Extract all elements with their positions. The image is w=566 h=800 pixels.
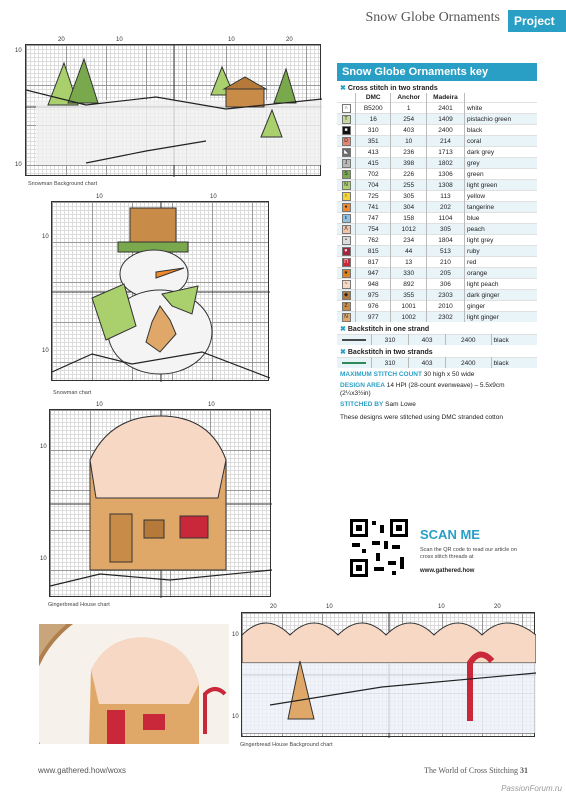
dmc-cell: 741 (356, 202, 391, 213)
madeira-cell: 1804 (426, 235, 464, 246)
name-cell: coral (465, 136, 537, 147)
design-area (340, 382, 537, 398)
name-cell: light green (465, 180, 537, 191)
table-row (337, 136, 537, 147)
symbol-cell (337, 202, 356, 213)
col-number: 20 (58, 37, 65, 43)
chart-caption: Snowman chart (53, 390, 92, 396)
anchor-cell: 13 (391, 257, 426, 268)
anchor-cell: 10 (391, 136, 426, 147)
color-swatch: S (342, 170, 351, 179)
info-label: MAXIMUM STITCH COUNT (340, 371, 422, 378)
dmc-cell: 351 (356, 136, 391, 147)
color-swatch: ◆ (342, 291, 351, 300)
col-number: 10 (228, 37, 235, 43)
dmc-cell: 310 (372, 358, 409, 369)
madeira-header: Madeira (426, 93, 464, 103)
anchor-cell: 398 (391, 158, 426, 169)
name-cell: light grey (465, 235, 537, 246)
madeira-cell: 2400 (446, 358, 491, 369)
name-cell: white (465, 103, 537, 114)
dmc-cell: 754 (356, 224, 391, 235)
dmc-cell: B5200 (356, 103, 391, 114)
name-cell: dark grey (465, 147, 537, 158)
madeira-cell: 1713 (426, 147, 464, 158)
dmc-cell: 977 (356, 312, 391, 323)
color-swatch: ε (342, 214, 351, 223)
line-swatch (337, 335, 372, 346)
section-label: Cross stitch in two strands (347, 85, 438, 92)
symbol-cell (337, 246, 356, 257)
dmc-cell: 413 (356, 147, 391, 158)
symbol-cell (337, 290, 356, 301)
table-row (337, 213, 537, 224)
info-value: 30 high x 50 wide (423, 371, 475, 378)
footer-url[interactable]: www.gathered.how/woxs (38, 766, 127, 775)
col-number: 10 (96, 194, 103, 200)
anchor-cell: 305 (391, 191, 426, 202)
gingerbread-house-chart (49, 409, 271, 597)
line-swatch (337, 358, 372, 369)
symbol-cell (337, 257, 356, 268)
anchor-cell: 403 (409, 335, 446, 346)
info-label: STITCHED BY (340, 401, 384, 408)
stitched-ornament-photo (39, 624, 229, 744)
color-swatch: ~ (342, 280, 351, 289)
madeira-cell: 1104 (426, 213, 464, 224)
anchor-cell: 403 (409, 358, 446, 369)
info-label: DESIGN AREA (340, 382, 385, 389)
qr-code[interactable] (348, 517, 410, 579)
key-title: Snow Globe Ornaments key (337, 63, 537, 81)
table-row (337, 335, 537, 346)
snowman-background-chart (25, 44, 321, 176)
line-sample (342, 361, 366, 365)
col-number: 20 (286, 37, 293, 43)
table-row (337, 103, 537, 114)
madeira-cell: 214 (426, 136, 464, 147)
name-cell: light ginger (465, 312, 537, 323)
watermark: PassionForum.ru (501, 784, 562, 793)
x-marker-icon: ✖ (340, 326, 346, 333)
backstitch-one-table (337, 334, 537, 345)
max-stitch-count (340, 371, 537, 379)
dmc-cell: 975 (356, 290, 391, 301)
col-number: 10 (96, 402, 103, 408)
page-number: 31 (520, 766, 528, 775)
dmc-cell: 947 (356, 268, 391, 279)
table-row (337, 257, 537, 268)
col-number: 10 (438, 604, 445, 610)
col-number: 20 (270, 604, 277, 610)
backstitch-two-table (337, 357, 537, 368)
madeira-cell: 2302 (426, 312, 464, 323)
name-cell: green (465, 169, 537, 180)
table-row (337, 358, 537, 369)
dmc-cell: 948 (356, 279, 391, 290)
color-swatch: ◣ (342, 148, 351, 157)
table-row (337, 268, 537, 279)
dmc-cell: 16 (356, 114, 391, 125)
dmc-note: These designs were stitched using DMC stranded cotton (340, 414, 503, 421)
name-cell: blue (465, 213, 537, 224)
photo-image (39, 624, 229, 744)
color-swatch: N (342, 181, 351, 190)
color-swatch: ● (342, 203, 351, 212)
symbol-cell (337, 136, 356, 147)
snowman-art (52, 202, 270, 382)
scan-me-title: SCAN ME (420, 527, 480, 542)
dmc-cell: 815 (356, 246, 391, 257)
madeira-cell: 306 (426, 279, 464, 290)
anchor-cell: 1 (391, 103, 426, 114)
color-swatch: ♥ (342, 247, 351, 256)
name-cell: red (465, 257, 537, 268)
symbol-cell (337, 169, 356, 180)
anchor-cell: 255 (391, 180, 426, 191)
gingerbread-background-chart (241, 612, 535, 737)
dmc-cell: 762 (356, 235, 391, 246)
name-cell: tangerine (465, 202, 537, 213)
symbol-cell (337, 312, 356, 323)
qr-code-image (348, 517, 410, 579)
anchor-header: Anchor (391, 93, 426, 103)
dmc-cell: 702 (356, 169, 391, 180)
color-swatch: ★ (342, 269, 351, 278)
stitched-by (340, 401, 537, 409)
info-value: 14 HPI (28-count evenweave) – 5.5x9cm (2¼x3½in) (340, 382, 505, 397)
table-row (337, 301, 537, 312)
table-row (337, 202, 537, 213)
name-cell: black (491, 335, 537, 346)
symbol-cell (337, 279, 356, 290)
section-label: Backstitch in two strands (347, 349, 433, 356)
dmc-cell: 725 (356, 191, 391, 202)
magazine-name: The World of Cross Stitching (424, 766, 518, 775)
madeira-cell: 202 (426, 202, 464, 213)
thread-table (337, 93, 537, 322)
madeira-cell: 205 (426, 268, 464, 279)
anchor-cell: 44 (391, 246, 426, 257)
info-value: Sam Lowe (385, 401, 416, 408)
color-swatch: T (342, 115, 351, 124)
madeira-cell: 2010 (426, 301, 464, 312)
row-number: 10 (232, 632, 239, 638)
symbol-cell (337, 301, 356, 312)
madeira-cell: 2401 (426, 103, 464, 114)
color-swatch: ♀ (342, 192, 351, 201)
key-section-back2 (340, 348, 537, 356)
thread-key (337, 63, 537, 422)
scan-description: Scan the QR code to read our article on cross stitch threads at (420, 547, 517, 560)
symbol-cell (337, 224, 356, 235)
x-marker-icon: ✖ (340, 349, 346, 356)
table-row (337, 180, 537, 191)
symbol-cell (337, 147, 356, 158)
dmc-cell: 817 (356, 257, 391, 268)
symbol-cell (337, 268, 356, 279)
symbol-cell (337, 103, 356, 114)
symbol-cell (337, 180, 356, 191)
anchor-cell: 330 (391, 268, 426, 279)
madeira-cell: 2400 (426, 125, 464, 136)
table-row (337, 312, 537, 323)
name-cell: black (465, 125, 537, 136)
row-number: 10 (40, 556, 47, 562)
madeira-cell: 1802 (426, 158, 464, 169)
symbol-cell (337, 158, 356, 169)
madeira-cell: 1306 (426, 169, 464, 180)
snowman-background-art (26, 45, 322, 177)
chart-caption: Gingerbread House Background chart (240, 742, 333, 748)
row-number: 10 (232, 714, 239, 720)
name-cell: ginger (465, 301, 537, 312)
anchor-cell: 234 (391, 235, 426, 246)
madeira-cell: 513 (426, 246, 464, 257)
col-number: 10 (210, 194, 217, 200)
table-row (337, 235, 537, 246)
table-row (337, 169, 537, 180)
row-number: 10 (42, 234, 49, 240)
col-number: 20 (494, 604, 501, 610)
dmc-cell: 976 (356, 301, 391, 312)
section-tag: Project (508, 10, 566, 32)
color-swatch: N (342, 313, 351, 322)
name-cell: pistachio green (465, 114, 537, 125)
table-row (337, 224, 537, 235)
anchor-cell: 304 (391, 202, 426, 213)
anchor-cell: 1001 (391, 301, 426, 312)
name-cell: black (491, 358, 537, 369)
symbol-cell (337, 235, 356, 246)
key-section-back1 (340, 325, 537, 333)
line-sample (342, 338, 366, 342)
madeira-cell: 210 (426, 257, 464, 268)
chart-caption: Gingerbread House chart (48, 602, 110, 608)
anchor-cell: 1012 (391, 224, 426, 235)
color-swatch: Z (342, 302, 351, 311)
dmc-cell: 310 (372, 335, 409, 346)
chart-caption: Snowman Background chart (28, 181, 98, 187)
color-swatch: J (342, 159, 351, 168)
row-number: 10 (40, 444, 47, 450)
snowman-chart (51, 201, 269, 381)
symbol-cell (337, 125, 356, 136)
color-swatch: Λ (342, 225, 351, 234)
footer-magazine (424, 766, 528, 775)
col-number: 10 (116, 37, 123, 43)
color-swatch: Ω (342, 137, 351, 146)
table-row (337, 158, 537, 169)
anchor-cell: 355 (391, 290, 426, 301)
col-number: 10 (208, 402, 215, 408)
table-row (337, 246, 537, 257)
table-header-row (337, 93, 537, 103)
name-header (465, 93, 537, 103)
symbol-header (337, 93, 356, 103)
madeira-cell: 1308 (426, 180, 464, 191)
symbol-cell (337, 213, 356, 224)
madeira-cell: 2303 (426, 290, 464, 301)
symbol-cell (337, 114, 356, 125)
table-row (337, 191, 537, 202)
name-cell: orange (465, 268, 537, 279)
name-cell: dark ginger (465, 290, 537, 301)
color-swatch: ∩ (342, 104, 351, 113)
anchor-cell: 158 (391, 213, 426, 224)
anchor-cell: 226 (391, 169, 426, 180)
anchor-cell: 892 (391, 279, 426, 290)
anchor-cell: 403 (391, 125, 426, 136)
anchor-cell: 254 (391, 114, 426, 125)
symbol-cell (337, 191, 356, 202)
col-number: 10 (326, 604, 333, 610)
gingerbread-background-art (242, 613, 536, 738)
x-marker-icon: ✖ (340, 85, 346, 92)
madeira-cell: 305 (426, 224, 464, 235)
color-swatch: • (342, 236, 351, 245)
row-number: 10 (42, 348, 49, 354)
row-number: 10 (15, 162, 22, 168)
key-section-cross (340, 84, 537, 92)
name-cell: ruby (465, 246, 537, 257)
table-row (337, 114, 537, 125)
dmc-header: DMC (356, 93, 391, 103)
dmc-cell: 747 (356, 213, 391, 224)
dmc-cell: 704 (356, 180, 391, 191)
section-label: Backstitch in one strand (347, 326, 430, 333)
running-header-title: Snow Globe Ornaments (365, 10, 500, 25)
table-row (337, 290, 537, 301)
row-number: 10 (15, 48, 22, 54)
table-row (337, 125, 537, 136)
color-swatch: Π (342, 258, 351, 267)
anchor-cell: 236 (391, 147, 426, 158)
name-cell: yellow (465, 191, 537, 202)
name-cell: peach (465, 224, 537, 235)
dmc-cell: 415 (356, 158, 391, 169)
dmc-cell: 310 (356, 125, 391, 136)
madeira-cell: 1409 (426, 114, 464, 125)
madeira-cell: 113 (426, 191, 464, 202)
gingerbread-house-art (50, 410, 272, 598)
scan-url[interactable]: www.gathered.how (420, 568, 475, 574)
name-cell: light peach (465, 279, 537, 290)
color-swatch: ■ (342, 126, 351, 135)
madeira-cell: 2400 (446, 335, 491, 346)
table-row (337, 147, 537, 158)
thread-rows (337, 103, 537, 323)
table-row (337, 279, 537, 290)
name-cell: grey (465, 158, 537, 169)
anchor-cell: 1002 (391, 312, 426, 323)
